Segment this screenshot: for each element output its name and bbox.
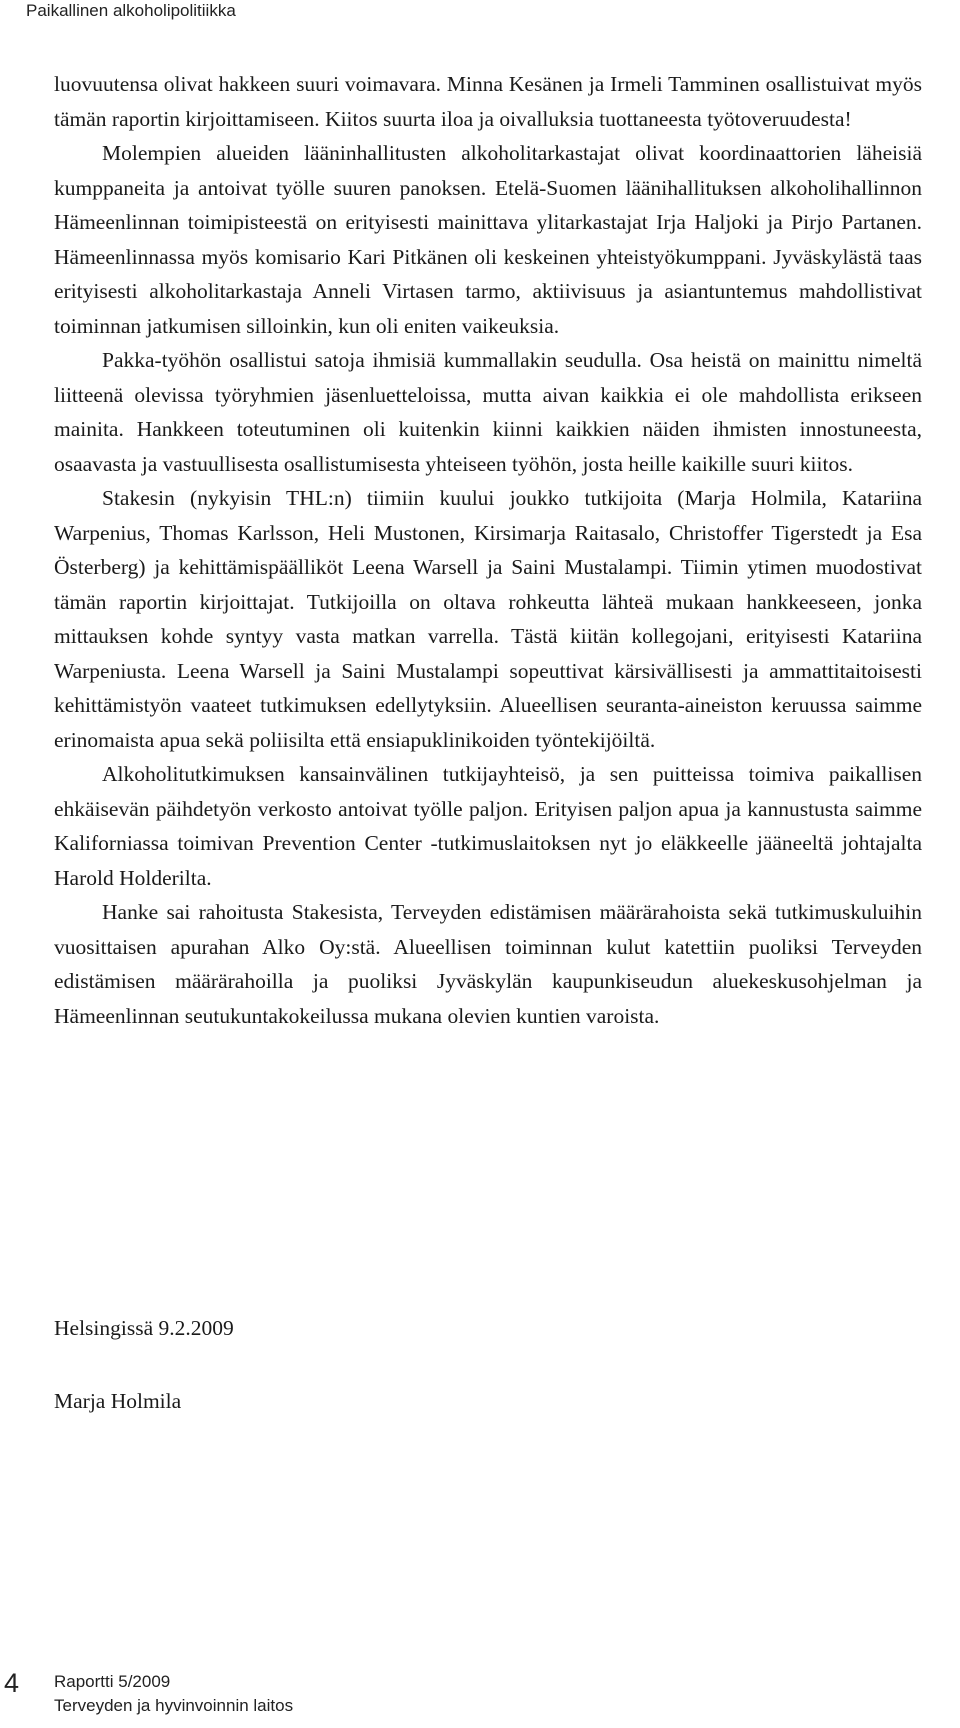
signoff-place-date: Helsingissä 9.2.2009 (54, 1316, 234, 1340)
paragraph-5: Alkoholitutkimuksen kansainvälinen tutkijayhteisö, ja sen puitteissa toimiva paikallisen ehkäisevän päihdetyön verkosto antoivat työlle paljon. Erityisen paljon apua ja kannustusta saimme Kaliforniassa toimivan Prevention Center -tutkimuslaitoksen nyt jo eläkkeelle jääneeltä johtajalta Harold Holderilta. (54, 762, 922, 890)
paragraph-6: Hanke sai rahoitusta Stakesista, Terveyden edistämisen määrärahoista sekä tutkimuskuluihin vuosittaisen apurahan Alko Oy:stä. Alueellisen toiminnan kulut katettiin puoliksi Terveyden edistämisen määrärahoilla ja puoliksi Jyväskylän kaupunkiseudun aluekeskusohjelman ja Hämeenlinnan seutukuntakokeilussa mukana olevien kuntien varoista. (54, 900, 922, 1028)
paragraph-1: luovuutensa olivat hakkeen suuri voimavara. Minna Kesänen ja Irmeli Tamminen osallistuivat myös tämän raportin kirjoittamiseen. Kiitos suurta iloa ja oivalluksia tuottaneesta työtoveruudesta! (54, 72, 922, 131)
footer (54, 1670, 293, 1718)
paragraph-4: Stakesin (nykyisin THL:n) tiimiin kuului joukko tutkijoita (Marja Holmila, Katariina Warpenius, Thomas Karlsson, Heli Mustonen, Kirsimarja Raitasalo, Christoffer Tigerstedt ja Esa Österberg) ja kehittämispäälliköt Leena Warsell ja Saini Mustalampi. Tiimin ytimen muodostivat tämän raportin kirjoittajat. Tutkijoilla on oltava rohkeutta lähteä mukaan hankkeeseen, jonka mittauksen kohde syntyy vasta matkan varrella. Tästä kiitän kollegojani, erityisesti Katariina Warpeniusta. Leena Warsell ja Saini Mustalampi sopeuttivat kärsivällisesti ja ammattitaitoisesti kehittämistyön vaateet tutkimuksen edellytyksiin. Alueellisen seuranta-aineiston keruussa saimme erinomaista apua sekä poliisilta että ensiapuklinikoiden työntekijöiltä. (54, 486, 922, 752)
running-header: Paikallinen alkoholipolitiikka (26, 1, 236, 20)
body-text (54, 67, 922, 1033)
signoff-author: Marja Holmila (54, 1389, 182, 1413)
page-number: 4 (4, 1668, 20, 1698)
paragraph-2: Molempien alueiden lääninhallitusten alkoholitarkastajat olivat koordinaattorien läheisiä kumppaneita ja antoivat työlle suuren panoksen. Etelä-Suomen läänihallituksen alkoholihallinnon Hämeenlinnan toimipisteestä on erityisesti mainittava ylitarkastajat Irja Haljoki ja Pirjo Partanen. Hämeenlinnassa myös komisario Kari Pitkänen oli keskeinen yhteistyökumppani. Jyväskylästä taas erityisesti alkoholitarkastaja Anneli Virtasen tarmo, aktiivisuus ja asiantuntemus mahdollistivat toiminnan jatkumisen silloinkin, kun oli eniten vaikeuksia. (54, 141, 922, 338)
paragraph-3: Pakka-työhön osallistui satoja ihmisiä kummallakin seudulla. Osa heistä on mainittu nimeltä liitteenä olevissa työryhmien jäsenluetteloissa, mutta aivan kaikkia ei ole mahdollista erikseen mainita. Hankkeen toteutuminen oli kuitenkin kiinni kaikkien näiden ihmisten innostuneesta, osaavasta ja vastuullisesta osallistumisesta yhteiseen työhön, josta heille kaikille suuri kiitos. (54, 348, 922, 476)
footer-report: Raportti 5/2009 (54, 1672, 171, 1691)
footer-publisher: Terveyden ja hyvinvoinnin laitos (54, 1696, 294, 1715)
